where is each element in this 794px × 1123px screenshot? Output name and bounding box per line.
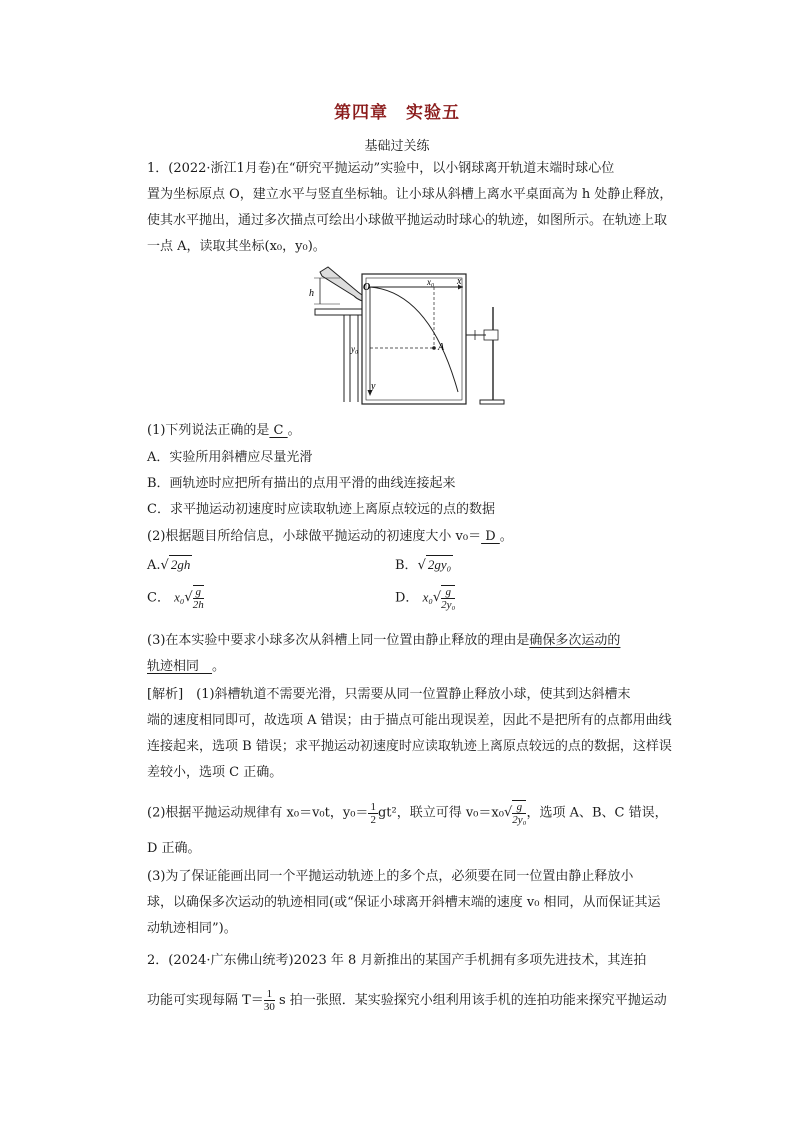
stand-base <box>480 400 504 404</box>
sub1-prefix: (1)下列说法正确的是 <box>147 423 270 438</box>
analysis-p1-line2: 端的速度相同即可，故选项 A 错误；由于描点可能出现误差，因此不是把所有的点都用曲线 <box>147 713 672 728</box>
sub1-option-a: A．实验所用斜槽应尽量光滑 <box>147 450 313 465</box>
sub2-prefix: (2)根据题目所给信息，小球做平抛运动的初速度大小 v₀＝ <box>147 529 482 544</box>
sub-question-3 <box>147 632 677 650</box>
page-title: 第四章 实验五 <box>334 103 460 123</box>
sub2-option-b: B．√ 2gy₀ <box>395 557 452 573</box>
sub3-answer-part2: 轨迹相同 <box>147 659 200 674</box>
option-d-numerator: g <box>441 586 455 599</box>
option-d-x0: x₀ <box>422 589 433 605</box>
label-O: O <box>363 282 371 293</box>
label-x0: x₀ <box>427 277 435 287</box>
q1-text-line-1: 1．(2022·浙江1月卷)在“研究平抛运动”实验中，以小钢球离开轨道末端时球心位 <box>147 161 615 176</box>
q2-text-line-1: 2．(2024·广东佛山统考)2023 年 8 月新推出的某国产手机拥有多项先进技术，其连拍 <box>147 953 647 968</box>
point-A <box>432 346 436 350</box>
analysis-p2-text-b: gt²，联立可得 v₀＝x₀ <box>377 805 504 821</box>
analysis-p1-line1: [解析] (1)斜槽轨道不需要光滑，只需要从同一位置静止释放小球，使其到达斜槽末 <box>147 687 631 702</box>
option-a-label: A. <box>147 558 161 573</box>
experiment-figure <box>300 262 510 412</box>
sub1-option-b: B．画轨迹时应把所有描出的点用平滑的曲线连接起来 <box>147 476 456 491</box>
label-h: h <box>309 288 314 299</box>
sub2-option-a: A.√ 2gh <box>147 557 191 573</box>
sub2-option-c: C． x₀√ $\frac{g}{2h}$ <box>147 586 204 611</box>
option-c-x0: x₀ <box>174 589 185 605</box>
analysis-p2-line2: D 正确。 <box>147 841 201 856</box>
analysis-p3-line1: (3)为了保证能画出同一个平抛运动轨迹上的多个点，必须要在同一位置由静止释放小 <box>147 869 634 884</box>
q2-frac-den: 30 <box>263 1001 275 1013</box>
analysis-rad-den: 2y₀ <box>512 814 527 826</box>
sub-question-1 <box>147 422 677 440</box>
label-x: x <box>457 276 462 287</box>
q2-text-line-2 <box>147 988 677 1013</box>
board <box>362 274 466 404</box>
sub3-answer-part1: 确保多次运动的 <box>529 633 621 648</box>
option-b-radicand: 2gy₀ <box>427 557 452 572</box>
analysis-p3-line3: 动轨迹相同”)。 <box>147 921 237 936</box>
option-c-numerator: g <box>193 586 204 599</box>
option-a-radicand: 2gh <box>170 557 191 572</box>
analysis-frac-den: 2 <box>370 813 376 826</box>
option-d-label: D． <box>395 590 419 606</box>
sub2-suffix: 。 <box>499 529 513 544</box>
option-c-label: C． <box>147 590 170 606</box>
sub-question-3-cont <box>147 658 677 676</box>
q1-text-line-4: 一点 A，读取其坐标(x₀，y₀)。 <box>147 239 326 254</box>
sub1-option-c: C．求平抛运动初速度时应读取轨迹上离原点较远的点的数据 <box>147 502 495 517</box>
option-c-denominator: 2h <box>192 599 204 611</box>
sub2-answer: D <box>481 529 500 544</box>
q2-line2-text-a: 功能可实现每隔 T＝ <box>147 993 264 1008</box>
sub1-answer: C <box>269 423 288 438</box>
section-subtitle: 基础过关练 <box>364 139 430 154</box>
sub3-prefix: (3)在本实验中要求小球多次从斜槽上同一位置由静止释放的理由是 <box>147 633 530 648</box>
sub1-suffix: 。 <box>287 423 301 438</box>
analysis-p1-line3: 连接起来，选项 B 错误；求平抛运动初速度时应读取轨迹上离原点较远的点的数据，这样误 <box>147 739 672 754</box>
analysis-p2-line1: (2)根据平抛运动规律有 x₀＝v₀t，y₀＝ $\frac{1}{2}$ gt²，联立可得 v₀＝x₀√ $\frac{g}{\text{2y₀}}$ ，选项 A、B、C 错误， <box>147 800 668 826</box>
option-d-denominator: 2y₀ <box>441 599 456 611</box>
analysis-rad-num: g <box>512 801 526 814</box>
option-b-label: B． <box>395 558 418 573</box>
sub2-option-d: D． x₀√ $\frac{g}{\text{2y₀}}$ <box>395 586 456 611</box>
analysis-p3-line2: 球，以确保多次运动的轨迹相同(或“保证小球离开斜槽末端的速度 v₀ 相同，从而保证其运 <box>147 895 661 910</box>
label-y0: y₀ <box>351 344 359 354</box>
sub-question-2 <box>147 528 677 546</box>
q1-text-line-3: 使其水平抛出，通过多次描点可绘出小球做平抛运动时球心的轨迹，如图所示。在轨迹上取 <box>147 213 668 228</box>
label-y: y <box>371 381 376 392</box>
label-A: A <box>438 342 445 353</box>
analysis-p2-text-c: ，选项 A、B、C 错误， <box>526 805 668 821</box>
q2-frac-num: 1 <box>264 988 275 1001</box>
q2-line2-text-b: s 拍一张照．某实验探究小组利用该手机的连拍功能来探究平抛运动 <box>274 993 667 1008</box>
analysis-frac-num: 1 <box>370 800 376 813</box>
analysis-p2-text-a: (2)根据平抛运动规律有 x₀＝v₀t，y₀＝ <box>147 805 369 821</box>
sub3-suffix: 。 <box>212 659 226 674</box>
analysis-p1-line4: 差较小，选项 C 正确。 <box>147 765 283 780</box>
q1-text-line-2: 置为坐标原点 O，建立水平与竖直坐标轴。让小球从斜槽上离水平桌面高为 h 处静止释放， <box>147 187 673 202</box>
